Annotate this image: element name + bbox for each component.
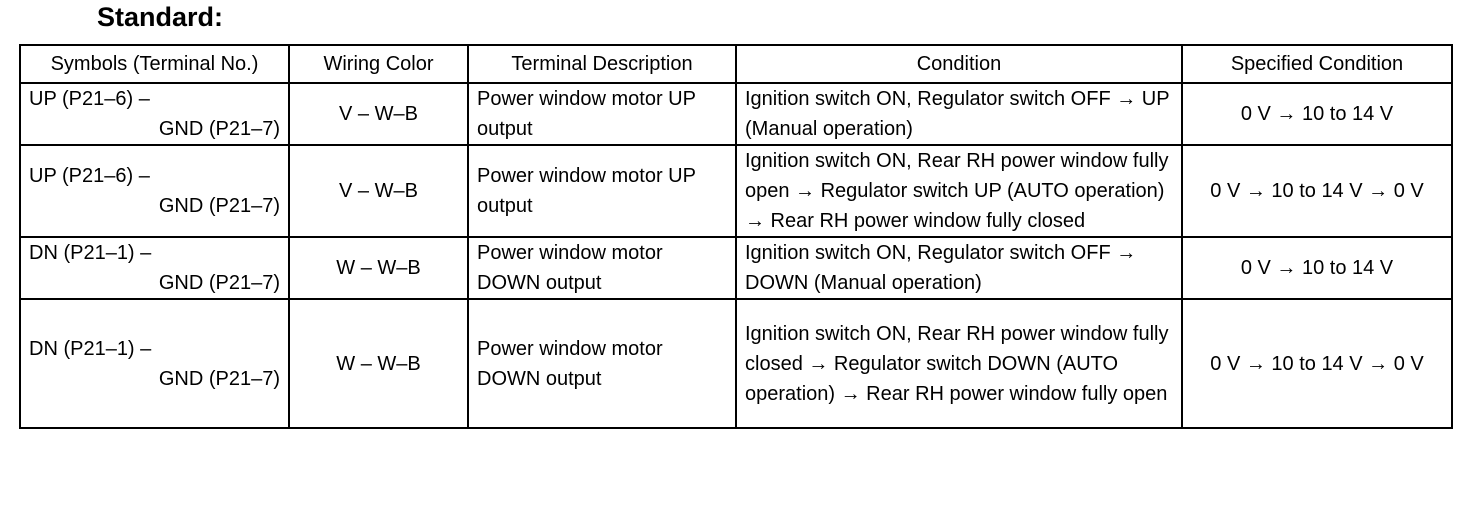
symbol-terminal: UP (P21–6) – xyxy=(29,88,150,110)
symbol-terminal: UP (P21–6) – xyxy=(29,165,150,187)
terminal-description-cell: Power window motor UP output xyxy=(468,145,736,237)
header-specified-condition: Specified Condition xyxy=(1182,45,1452,83)
specified-condition-cell: 0 V → 10 to 14 V xyxy=(1182,237,1452,299)
section-heading: Standard: xyxy=(97,2,224,32)
symbol-ground: GND (P21–7) xyxy=(158,272,280,294)
symbol-cell xyxy=(20,83,289,145)
header-terminal-description: Terminal Description xyxy=(468,45,736,83)
condition-cell: Ignition switch ON, Regulator switch OFF → DOWN (Manual operation) xyxy=(736,237,1182,299)
header-condition: Condition xyxy=(736,45,1182,83)
condition-cell: Ignition switch ON, Rear RH power window fully open → Regulator switch UP (AUTO operation) → Rear RH power window fully closed xyxy=(736,145,1182,237)
condition-cell: Ignition switch ON, Regulator switch OFF → UP (Manual operation) xyxy=(736,83,1182,145)
symbol-ground: GND (P21–7) xyxy=(158,367,280,390)
header-symbols: Symbols (Terminal No.) xyxy=(20,45,289,83)
wiring-color-cell: W – W–B xyxy=(289,299,468,428)
standard-table xyxy=(19,44,1453,429)
table-row xyxy=(20,145,1452,237)
wiring-color-cell: V – W–B xyxy=(289,83,468,145)
table-row xyxy=(20,299,1452,428)
header-row xyxy=(20,45,1452,83)
header-wiring-color: Wiring Color xyxy=(289,45,468,83)
wiring-color-cell: W – W–B xyxy=(289,237,468,299)
table-row xyxy=(20,237,1452,299)
symbol-ground: GND (P21–7) xyxy=(158,118,280,140)
terminal-description-cell: Power window motor DOWN output xyxy=(468,237,736,299)
terminal-description-cell: Power window motor UP output xyxy=(468,83,736,145)
terminal-description-cell: Power window motor DOWN output xyxy=(468,299,736,428)
wiring-color-cell: V – W–B xyxy=(289,145,468,237)
symbol-terminal: DN (P21–1) – xyxy=(29,337,152,360)
symbol-cell xyxy=(20,237,289,299)
specified-condition-cell: 0 V → 10 to 14 V → 0 V xyxy=(1182,145,1452,237)
condition-cell: Ignition switch ON, Rear RH power window fully closed → Regulator switch DOWN (AUTO operation) → Rear RH power window fully open xyxy=(736,299,1182,428)
table-row xyxy=(20,83,1452,145)
symbol-terminal: DN (P21–1) – xyxy=(29,242,152,264)
specified-condition-cell: 0 V → 10 to 14 V xyxy=(1182,83,1452,145)
symbol-cell xyxy=(20,145,289,237)
symbol-ground: GND (P21–7) xyxy=(158,195,280,217)
specified-condition-cell: 0 V → 10 to 14 V → 0 V xyxy=(1182,299,1452,428)
symbol-cell xyxy=(20,299,289,428)
